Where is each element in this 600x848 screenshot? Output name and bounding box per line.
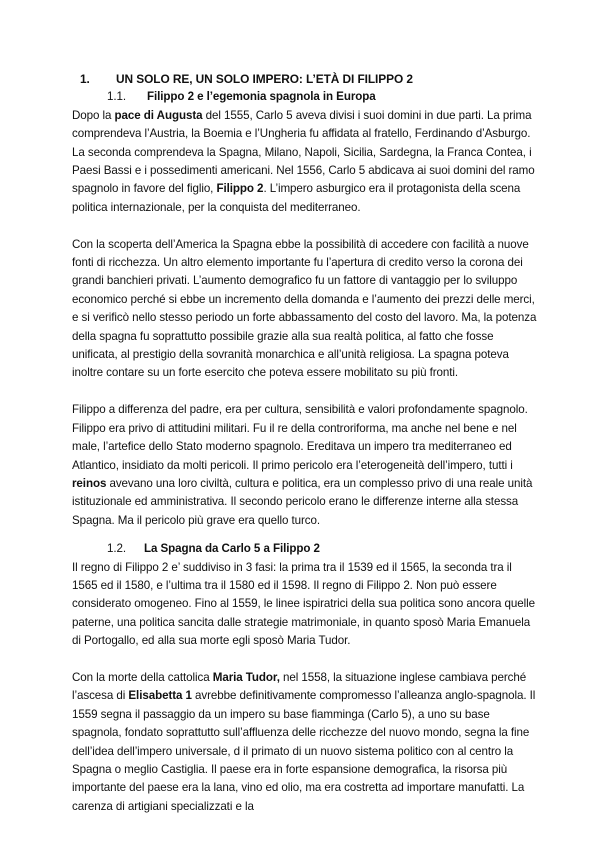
paragraph-text: avrebbe definitivamente compromesso l’alleanza anglo-spagnola. Il 1559 segna il passaggio da un impero su base fiamminga (Carlo 5), a uno su base spagnola, fondato soprattutto sull’affluenza delle ricchezze del nuovo mondo, segna la fine dell’idea dell’impero universale, d il primato di un nuovo sistema politico con al centro la Spagna o meglio Castiglia. Il paese era in forte espansione demografica, la risorsa più importante del paese era la lana, vino ed olio, ma era costretta ad importare manufatti. La carenza di artigiani specializzati e la <box>72 689 536 813</box>
paragraph-gap <box>72 530 538 540</box>
paragraph-gap <box>72 383 538 401</box>
chapter-heading <box>72 70 538 88</box>
section-heading-1-2 <box>72 540 538 558</box>
chapter-title: UN SOLO RE, UN SOLO IMPERO: L’ETÀ DI FILIPPO 2 <box>116 72 413 86</box>
paragraph-text: avevano una loro civiltà, cultura e politica, era un complesso privo di una reale unità istituzionale ed amministrativa. Il secondo pericolo erano le differenze interne alla stessa Spagna. Ma il pericolo più grave era quello turco. <box>72 476 533 527</box>
paragraph-gap <box>72 651 538 669</box>
paragraph-text: . L’impero asburgico era il protagonista della scena politica internazionale, per la conquista del mediterraneo. <box>72 182 521 214</box>
paragraph-text: Filippo a differenza del padre, era per cultura, sensibilità e valori profondamente spagnolo. Filippo era privo di attitudini militari. Fu il re della controriforma, ma anche nel bene e nel male, l’artefice dello Stato moderno spagnolo. Ereditava un impero tra mediterraneo ed Atlantico, insidiato da molti pericoli. Il primo pericolo era l’eterogeneità dell’impero, tutti i <box>72 403 528 472</box>
chapter-number: 1. <box>80 72 90 86</box>
paragraph-4: Il regno di Filippo 2 e’ suddiviso in 3 fasi: la prima tra il 1539 ed il 1565, la seconda tra il 1565 ed il 1580, e l’ultima tra il 1580 ed il 1598. Il regno di Filippo 2. Non può essere considerato omogeneo. Fino al 1559, le linee ispiratrici della sua politica sono ancora quelle paterne, una politica sancita dalle strategie matrimoniale, in quanto sposò Maria Emanuela di Portogallo, ed alla sua morte egli sposò Maria Tudor. <box>72 560 535 648</box>
section-number: 1.1. <box>107 90 127 104</box>
bold-term: Elisabetta 1 <box>128 689 192 703</box>
paragraph-text: Dopo la <box>72 108 115 122</box>
section-heading-1-1 <box>72 88 538 106</box>
paragraph-1 <box>72 107 538 217</box>
paragraph-text: Con la morte della cattolica <box>72 670 213 684</box>
paragraph-5 <box>72 669 538 816</box>
paragraph-text: del 1555, Carlo 5 aveva divisi i suoi domini in due parti. La prima comprendeva l’Austria, la Boemia e l’Ungheria fu affidata al fratello, Ferdinando d’Asburgo. La seconda comprendeva la Spagna, Milano, Napoli, Sicilia, Sardegna, la Franca Contea, i Paesi Bassi e i possedimenti americani. Nel 1556, Carlo 5 abdicava ai suoi domini del ramo spagnolo in favore del figlio, <box>72 108 535 196</box>
paragraph-gap <box>72 217 538 235</box>
bold-term: pace di Augusta <box>114 108 203 122</box>
section-title: Filippo 2 e l’egemonia spagnola in Europa <box>147 90 376 104</box>
section-number: 1.2. <box>107 542 127 556</box>
section-title: La Spagna da Carlo 5 a Filippo 2 <box>144 542 320 556</box>
document-body <box>72 70 538 816</box>
paragraph-3 <box>72 401 538 530</box>
bold-term: reinos <box>72 476 107 490</box>
paragraph-text: nel 1558, la situazione inglese cambiava perché l’ascesa di <box>72 670 527 703</box>
paragraph-2: Con la scoperta dell’America la Spagna ebbe la possibilità di accedere con facilità a nuove fonti di ricchezza. Un altro elemento importante fu l’apertura di credito verso la corona dei grandi banchieri privati. L’aumento demografico fu un fattore di vantaggio per lo sviluppo economico perché si ebbe un incremento della domanda e l’aumento dei prezzi delle merci, e si verificò nello stesso periodo un forte abbassamento del costo del lavoro. Ma, la potenza della spagna fu soprattutto possibile grazie alla sua realtà politica, al fatto che fosse unificata, al prestigio della sovranità monarchica e all’unità religiosa. La spagna poteva inoltre contare su un forte esercito che poteva essere mobilitato su più fronti. <box>72 237 537 380</box>
bold-term: Filippo 2 <box>216 182 264 196</box>
bold-term: Maria Tudor, <box>212 670 280 684</box>
